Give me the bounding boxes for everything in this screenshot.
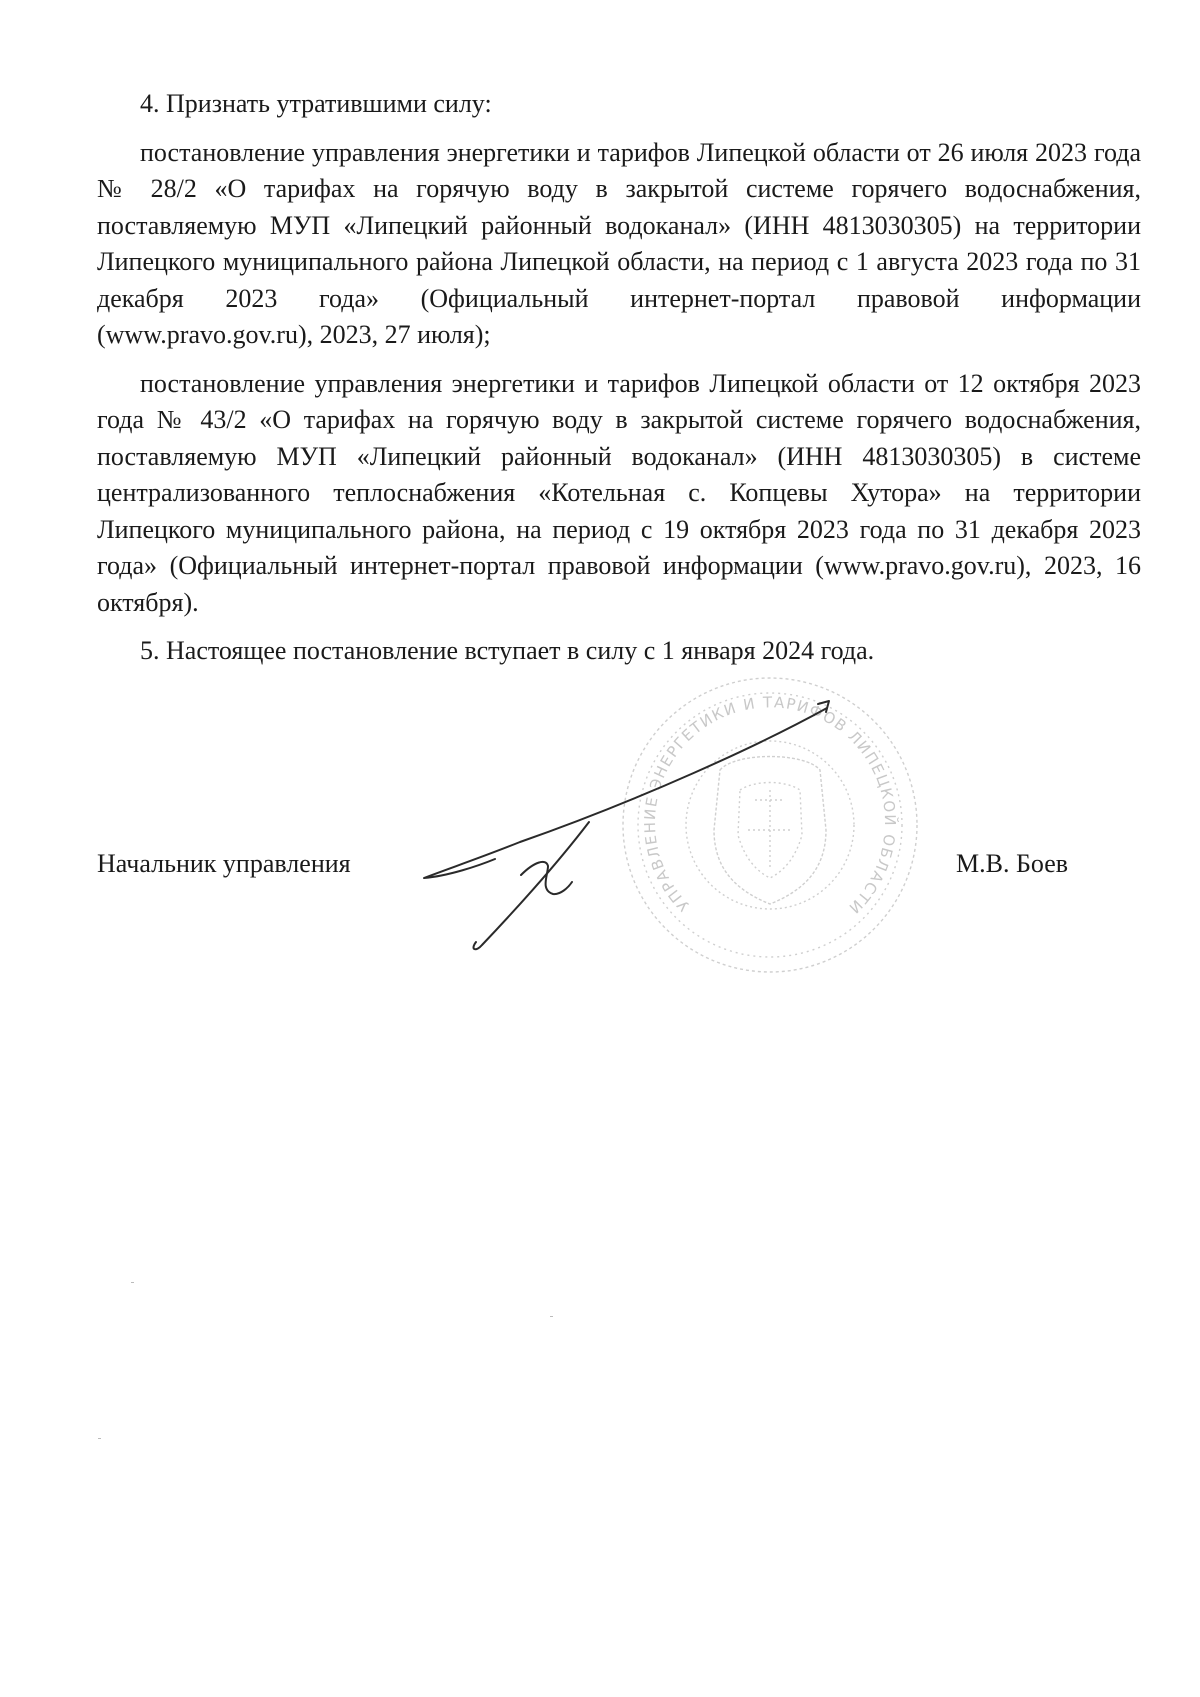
paragraph-item-4: 4. Признать утратившими силу:: [140, 89, 492, 118]
seal-text: УПРАВЛЕНИЕ ЭНЕРГЕТИКИ И ТАРИФОВ ЛИПЕЦКОЙ ОБЛАСТИ: [640, 693, 900, 918]
document-body: [97, 86, 1141, 682]
scan-speck: [131, 1282, 134, 1283]
paragraph-item-5: 5. Настоящее постановление вступает в силу с 1 января 2024 года.: [140, 636, 875, 665]
paragraph-repeal-first-resolution: постановление управления энергетики и тарифов Липецкой области от 26 июля 2023 года № 28/2 «О тарифах на горячую воду в закрытой системе горячего водоснабжения, поставляемую МУП «Липецкий районный водоканал» (ИНН 4813030305) на территории Липецкого муниципального района Липецкой области, на период с 1 августа 2023 года по 31 декабря 2023 года» (Официальный интернет-портал правовой информации (www.pravo.gov.ru), 2023, 27 июля);: [97, 137, 1141, 349]
signatory-name: М.В. Боев: [956, 849, 1069, 878]
scan-speck: [98, 1438, 101, 1439]
signatory-position: Начальник управления: [97, 849, 351, 878]
paragraph-repeal-second-resolution: постановление управления энергетики и тарифов Липецкой области от 12 октября 2023 года № 43/2 «О тарифах на горячую воду в закрытой системе горячего водоснабжения, поставляемую МУП «Липецкий районный водоканал» (ИНН 4813030305) в системе централизованного теплоснабжения «Котельная с. Копцевы Хутора» на территории Липецкого муниципального района, на период с 19 октября 2023 года по 31 декабря 2023 года» (Официальный интернет-портал правовой информации (www.pravo.gov.ru), 2023, 16 октября).: [97, 368, 1141, 617]
scan-speck: [550, 1316, 553, 1317]
